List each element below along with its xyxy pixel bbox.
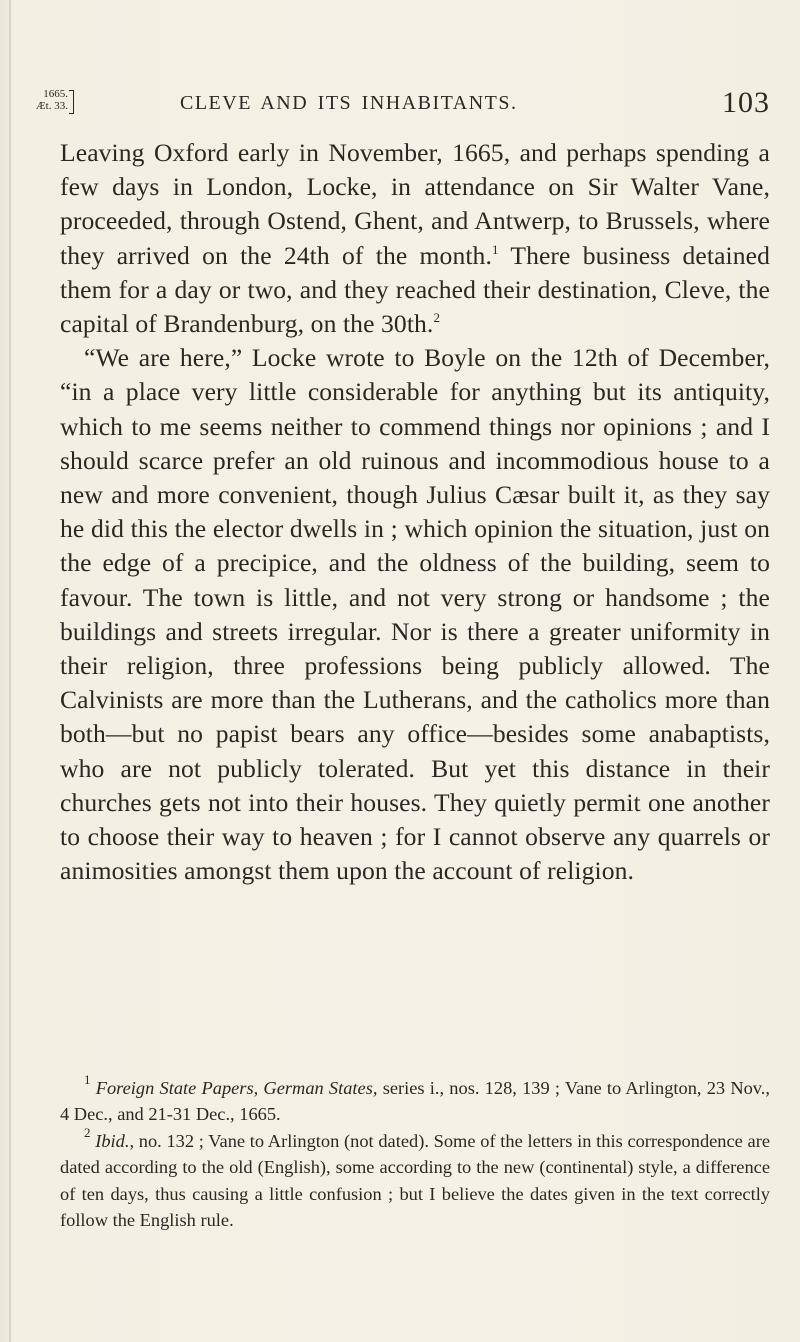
footnote-citation: Foreign State Papers, German States, [95, 1078, 378, 1098]
footnote-citation: Ibid., [95, 1130, 135, 1151]
running-head [34, 86, 770, 136]
paragraph: “We are here,” Locke wrote to Boyle on the 12th of December, “in a place very little considerable for anything but its antiquity, which to me seems neither to commend things nor opinions ; and I should scarce prefer an old ruinous and incommodious house to a new and more convenient, though Julius Cæsar built it, as they say he did this the elector dwells in ; which opinion the situation, just on the edge of a precipice, and the oldness of the building, seem to favour. The town is little, and not very strong or handsome ; the buildings and streets irregular. Nor is there a greater uniformity in their religion, three professions being publicly allowed. The Calvinists are more than the Lutherans, and the catholics more than both—but no papist bears any office—besides some anabaptists, who are not publicly tolerated. But yet this distance in their churches gets not into their houses. They quietly permit one another to choose their way to heaven ; for I cannot observe any quarrels or animosities amongst them upon the account of religion. [60, 343, 770, 886]
footnote-text: series i., nos. 128, 139 ; Vane to Arlington, 23 Nov., 4 Dec., and 21-31 Dec., 1665. [60, 1078, 771, 1125]
paragraph-text: There business detained them for a day or two, and they reached their destination, Cleve, the capital of Brandenburg, on the 30th. [60, 240, 770, 339]
footnote-ref: 2 [433, 310, 441, 326]
paragraph [60, 136, 770, 341]
margin-date-note [34, 88, 68, 112]
margin-note-year: 1665. [43, 88, 68, 100]
footnote [60, 1124, 770, 1234]
margin-note-age: Æt. 33. [35, 100, 68, 112]
paragraph-text: Leaving Oxford early in November, 1665, and perhaps spending a few days in London, Locke, in attendance on Sir Walter Vane, proceeded, through Ostend, Ghent, and Antwerp, to Brussels, where they arrived on the 24th of the month. [60, 138, 770, 270]
footnote [60, 1072, 771, 1128]
page-number: 103 [722, 86, 770, 119]
footnotes [60, 1072, 771, 1233]
page-title: CLEVE AND ITS INHABITANTS. [180, 92, 518, 114]
main-text [60, 136, 770, 888]
footnote-text: no. 132 ; Vane to Arlington (not dated). Some of the letters in this correspondence are dated according to the old (English), some according to the new (continental) style, a difference of ten days, thus causing a little confusion ; but I believe the dates given in the text correctly follow the English rule. [60, 1130, 770, 1231]
footnote-marker: 1 [84, 1072, 91, 1087]
margin-bracket [69, 90, 74, 114]
footnote-marker: 2 [84, 1124, 91, 1140]
page-gutter [9, 0, 11, 1342]
footnote-ref: 1 [491, 241, 499, 257]
